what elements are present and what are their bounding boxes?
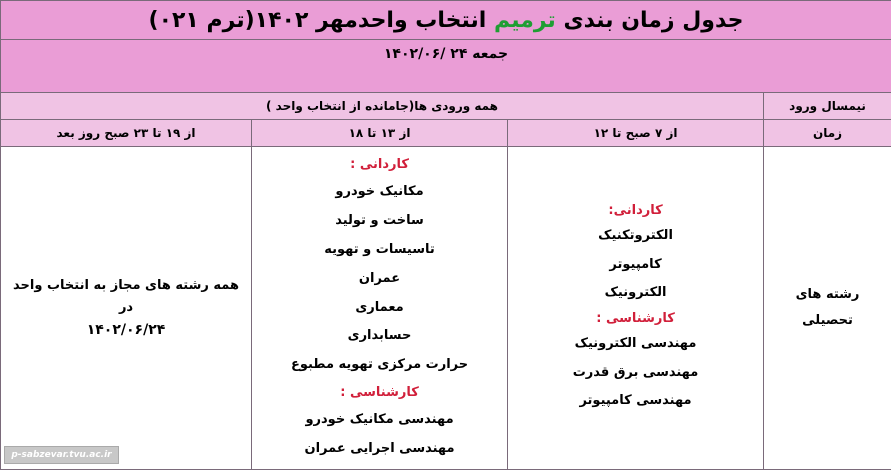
field-item: ساخت و تولید [335,213,424,229]
page-title [1,1,891,40]
field-item: کامپیوتر [609,256,662,272]
field-item: عمران [358,270,401,286]
karshenasi-heading: کارشناسی : [596,311,675,326]
field-item: مهندسی برق قدرت [572,364,699,380]
field-item: تاسیسات و تهویه [324,242,435,257]
field-item: معماری [355,299,404,315]
field-item: الکتروتکنیک [598,228,673,244]
time-slot-3: از ۱۹ تا ۲۳ صبح روز بعد [1,120,252,147]
site-watermark: p-sabzevar.tvu.ac.ir [4,446,119,464]
title-highlight: ترمیم [493,7,556,33]
title-text-rest: انتخاب واحدمهر ۱۴۰۲(ترم ۰۲۱) [148,7,494,33]
title-row [1,1,891,40]
field-item: حرارت مرکزی تهویه مطبوع [290,357,469,373]
all-fields-text: همه رشته های مجاز به انتخاب واحد در [13,278,239,315]
fields-label [764,147,891,470]
time-label: زمان [764,120,891,147]
field-item: حسابداری [347,328,412,344]
slot3-fields [1,147,252,470]
slot1-fields [508,147,764,470]
karshenasi-heading: کارشناسی : [340,384,419,400]
field-item: مکانیک خودرو [335,184,424,200]
field-item: مهندسی کامپیوتر [579,393,692,409]
all-fields-date: ۱۴۰۲/۰۶/۲۴ [86,322,166,338]
kardani-heading: کاردانی: [608,203,663,219]
time-slot-2: از ۱۳ تا ۱۸ [252,120,508,147]
slot2-fields [252,147,508,470]
time-row [1,120,891,147]
date-row [1,40,891,93]
fields-label-text: رشته های تحصیلی [795,287,860,328]
date-text: جمعه ۲۴ /۱۴۰۲/۰۶ [383,46,509,62]
field-item: مهندسی مکانیک خودرو [305,411,454,427]
field-item: الکترونیک [604,285,667,301]
entry-row [1,93,891,120]
kardani-heading: کاردانی : [350,157,409,173]
time-slot-1: از ۷ صبح تا ۱۲ [508,120,764,147]
fields-row [1,147,891,470]
entry-label: نیمسال ورود [764,93,891,120]
date-cell [1,40,891,93]
entry-value: همه ورودی ها(جامانده از انتخاب واحد ) [1,93,764,120]
title-text: جدول زمان بندی [555,7,744,33]
field-item: مهندسی الکترونیک [574,336,697,351]
field-item: مهندسی اجرایی عمران [304,440,455,456]
